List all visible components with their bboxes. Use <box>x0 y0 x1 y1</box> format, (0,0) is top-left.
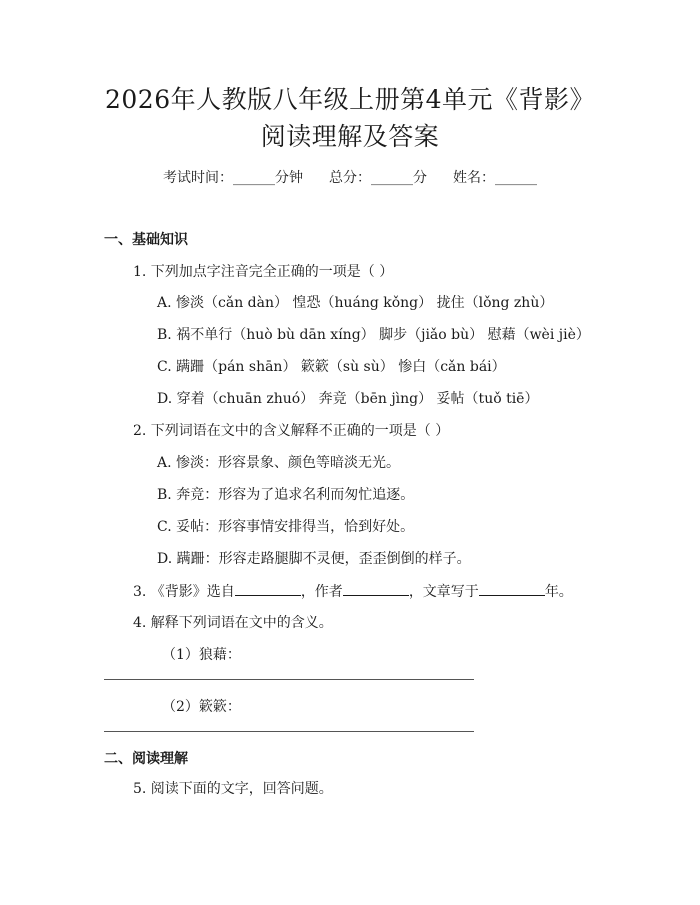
question-2-option-a: A. 惨淡：形容景象、颜色等暗淡无光。 <box>157 455 401 471</box>
answer-line-2[interactable] <box>104 731 474 732</box>
section-heading-basics: 一、基础知识 <box>104 232 188 248</box>
page-title: 2026年人教版八年级上册第4单元《背影》 <box>104 85 596 114</box>
page-subtitle: 阅读理解及答案 <box>260 122 440 151</box>
question-1-option-a: A. 惨淡（cǎn dàn） 惶恐（huáng kǒng） 拢住（lǒng zhù） <box>157 295 554 311</box>
question-1-option-b: B. 祸不单行（huò bù dān xíng） 脚步（jiǎo bù） 慰藉（wèi jiè） <box>157 327 590 343</box>
question-3-text-4: 年。 <box>544 584 573 600</box>
question-3-text-3: ，文章写于 <box>408 584 479 600</box>
answer-line-1[interactable] <box>104 679 474 680</box>
question-5-stem: 5. 阅读下面的文字，回答问题。 <box>133 781 333 797</box>
question-2-option-d: D. 蹒跚：形容走路腿脚不灵便，歪歪倒倒的样子。 <box>157 551 471 567</box>
question-4-sub-1: （1）狼藉： <box>162 647 241 663</box>
question-3-text-2: ，作者 <box>300 584 343 600</box>
exam-meta <box>0 168 700 188</box>
question-1-stem: 1. 下列加点字注音完全正确的一项是（ ） <box>133 264 394 280</box>
question-1-option-d: D. 穿着（chuān zhuó） 奔竞（bēn jìng） 妥帖（tuǒ tiē） <box>157 391 539 407</box>
question-2-stem: 2. 下列词语在文中的含义解释不正确的一项是（ ） <box>133 423 450 439</box>
question-2-option-c: C. 妥帖：形容事情安排得当，恰到好处。 <box>157 519 415 535</box>
question-4-stem: 4. 解释下列词语在文中的含义。 <box>133 615 333 631</box>
question-3-stem <box>133 581 573 602</box>
question-2-option-b: B. 奔竞：形容为了追求名利而匆忙追逐。 <box>157 487 415 503</box>
question-3-text-1: 3. 《背影》选自 <box>133 584 235 600</box>
fill-blank-author[interactable] <box>343 581 409 596</box>
question-1-option-c: C. 蹒跚（pán shān） 簌簌（sù sù） 惨白（cǎn bái） <box>157 359 506 375</box>
question-4-sub-2: （2）簌簌： <box>162 699 241 715</box>
fill-blank-source[interactable] <box>235 581 301 596</box>
total-score-label: 总分：______分 <box>329 170 427 186</box>
exam-time-label: 考试时间：______分钟 <box>163 170 303 186</box>
fill-blank-year[interactable] <box>479 581 545 596</box>
section-heading-reading: 二、阅读理解 <box>104 751 188 767</box>
student-name-label: 姓名：______ <box>453 170 537 186</box>
